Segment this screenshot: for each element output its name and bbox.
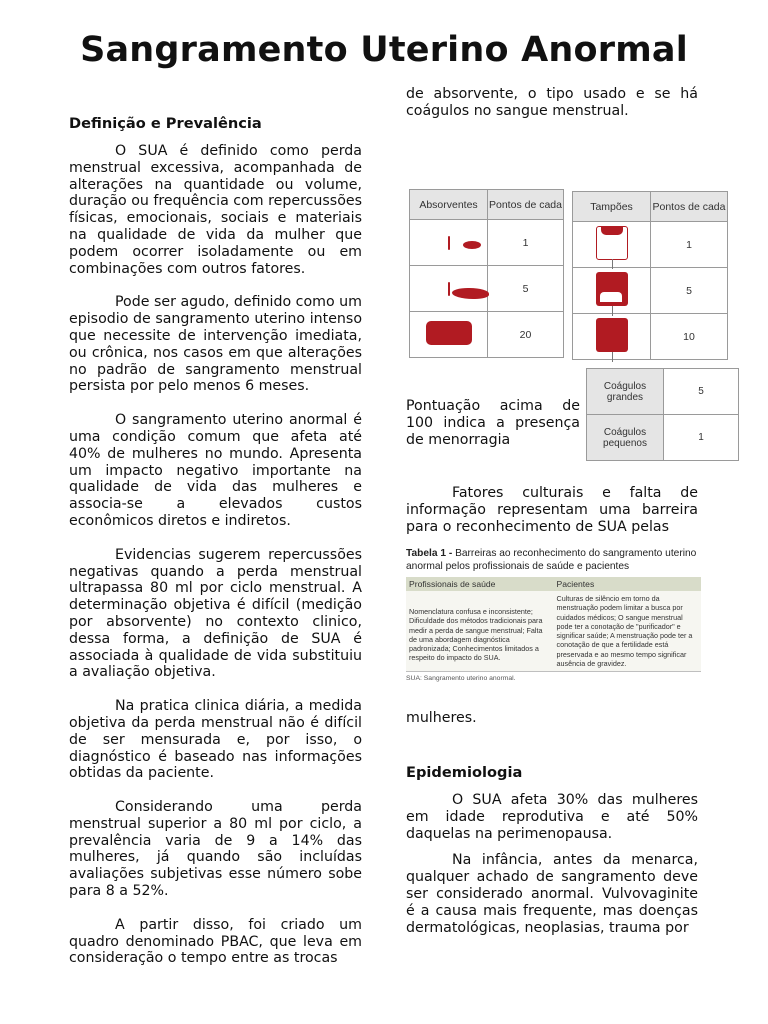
- clots-table: [586, 368, 739, 461]
- paragraph: Na infância, antes da menarca, qualquer achado de sangramento deve ser considerado anormal. Vulvovaginite é a causa mais frequente, mas doenças dermatológicas, neoplasias, trauma por: [406, 852, 698, 936]
- paragraph: A partir disso, foi criado um quadro denominado PBAC, que leva em consideração o tempo entre as trocas: [69, 916, 362, 967]
- table-note: SUA: Sangramento uterino anormal.: [406, 675, 516, 683]
- section-heading-epidemiologia: Epidemiologia: [406, 764, 523, 781]
- col-header-professionals: Profissionais de saúde: [406, 577, 554, 591]
- tampon-cell: [573, 314, 651, 360]
- paragraph-end: mulheres.: [406, 710, 477, 726]
- pad-moderate-icon: [448, 282, 450, 296]
- paragraph: Fatores culturais e falta de informação representam uma barreira para o reconhecimento de SUA pelas: [406, 485, 698, 535]
- pad-light-icon: [448, 236, 450, 250]
- page-title: Sangramento Uterino Anormal: [80, 30, 688, 70]
- pads-header: Absorventes: [410, 190, 488, 220]
- section-heading-definicao: Definição e Prevalência: [69, 115, 262, 132]
- barriers-text-block: [406, 485, 698, 535]
- pad-cell: [410, 220, 488, 266]
- tampon-points: 10: [651, 314, 728, 360]
- paragraph: O sangramento uterino anormal é uma condição comum que afeta até 40% de mulheres no mundo. Apresenta um impacto negativo importante na qualidade de vida das mulheres e associa-se a elevados custos econômicos diretos e indiretos.: [69, 412, 362, 529]
- table-caption: [406, 548, 701, 573]
- points-header: Pontos de cada: [488, 190, 564, 220]
- barriers-table-figure: [406, 548, 701, 682]
- pad-points: 1: [488, 220, 564, 266]
- clot-points: 1: [664, 415, 739, 461]
- pad-soaked-icon: [426, 321, 472, 345]
- table-caption-label: Tabela 1 -: [406, 548, 453, 559]
- pad-points: 20: [488, 312, 564, 358]
- clot-points: 5: [664, 369, 739, 415]
- epidemiology-section: [406, 764, 698, 936]
- score-text-block: [406, 398, 580, 448]
- tampon-soaked-icon: [596, 318, 628, 352]
- paragraph: O SUA é definido como perda menstrual excessiva, acompanhada de alterações na quantidade ou volume, duração ou frequência com repercussões físicas, emocionais, sociais e materiais na qualidade de vida da mulher que podem ocorrer isoladamente ou em combinações com outros fatores.: [69, 143, 362, 277]
- pad-points: 5: [488, 266, 564, 312]
- paragraph-continuation: de absorvente, o tipo usado e se há coágulos no sangue menstrual.: [406, 86, 698, 119]
- points-header: Pontos de cada: [651, 192, 728, 222]
- pbac-pads-table: [409, 189, 564, 358]
- col-header-patients: Pacientes: [554, 577, 702, 591]
- barriers-table: [406, 577, 701, 671]
- tampon-cell: [573, 222, 651, 268]
- paragraph: O SUA afeta 30% das mulheres em idade reprodutiva e até 50% daquelas na perimenopausa.: [406, 792, 698, 842]
- clot-label: Coágulos pequenos: [587, 415, 664, 461]
- tampon-moderate-icon: [596, 272, 628, 306]
- professionals-cell: Nomenclatura confusa e inconsistente; Dificuldade dos métodos tradicionais para medir a perda de sangue menstrual; Falta de uma abordagem diagnóstica padronizada; Conhecimentos limitados a respeito do impacto do SUA.: [406, 591, 554, 671]
- score-text: Pontuação acima de 100 indica a presença de menorragia: [406, 398, 580, 448]
- pad-cell: [410, 312, 488, 358]
- table-rule: [406, 671, 701, 672]
- tampon-light-icon: [596, 226, 628, 260]
- paragraph: Evidencias sugerem repercussões negativas quando a perda menstrual ultrapassa 80 ml por ciclo menstrual. A determinação objetiva é difícil (medição por absorvente) no contexto clinico, dessa forma, a definição de SUA é associada à qualidade de vida substituiu a avaliação objetiva.: [69, 546, 362, 681]
- tampons-header: Tampões: [573, 192, 651, 222]
- paragraph: Considerando uma perda menstrual superior a 80 ml por ciclo, a prevalência varia de 9 a 14% das mulheres, já quando são incluídas avaliações subjetivas esse número sobe para 8 a 52%.: [69, 799, 362, 900]
- continuation-text-block: [406, 86, 698, 120]
- clot-label: Coágulos grandes: [587, 369, 664, 415]
- pad-cell: [410, 266, 488, 312]
- pbac-tampons-table: [572, 191, 728, 360]
- tampon-points: 5: [651, 268, 728, 314]
- paragraph: Pode ser agudo, definido como um episodio de sangramento uterino intenso que necessite de intervenção imediata, ou crônica, nos casos em que alterações no padrão de sangramento menstrual persista por pelo menos 6 meses.: [69, 294, 362, 395]
- paragraph: Na pratica clinica diária, a medida objetiva da perda menstrual não é difícil de ser mensurada e, por isso, o diagnóstico é baseado nas informações obtidas da paciente.: [69, 698, 362, 782]
- table-caption-text: Barreiras ao reconhecimento do sangramento uterino anormal pelos profissionais de saúde e pacientes: [406, 548, 697, 572]
- barriers-text-end: [406, 710, 698, 727]
- tampon-points: 1: [651, 222, 728, 268]
- tampon-cell: [573, 268, 651, 314]
- patients-cell: Culturas de silêncio em torno da menstruação podem limitar a busca por cuidados médicos; O sangue menstrual pode ter a conotação de "purificador" e significar saúde; A menstruação pode ter a conotação de que a fertilidade está preservada e ao mesmo tempo significar ausência de gravidez.: [554, 591, 702, 671]
- left-column: [69, 115, 362, 967]
